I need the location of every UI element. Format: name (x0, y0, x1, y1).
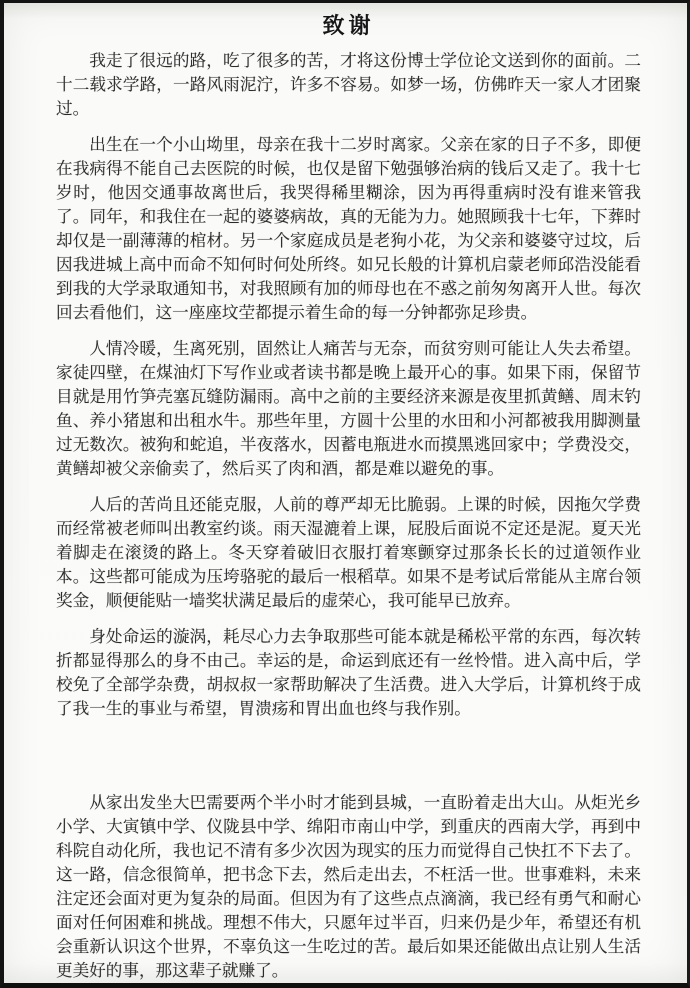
paragraph-dignity: 人后的苦尚且还能克服，人前的尊严却无比脆弱。上课的时候，因拖欠学费而经常被老师叫出教室约谈。雨天湿漉着上课，屁股后面说不定还是泥。夏天光着脚走在滚烫的路上。冬天穿着破旧衣服打着寒颤穿过那条长长的过道领作业本。这些都可能成为压垮骆驼的最后一根稻草。如果不是考试后常能从主席台领奖金，顺便能贴一墙奖状满足最后的虚荣心，我可能早已放弃。 (56, 495, 641, 610)
paragraph-closing: 从家出发坐大巴需要两个半小时才能到县城，一直盼着走出大山。从炬光乡小学、大寅镇中学、仪陇县中学、绵阳市南山中学，到重庆的西南大学，再到中科院自动化所，我也记不清有多少次因为现实的压力而觉得自己快扛不下去了。这一路，信念很简单，把书念下去，然后走出去，不枉活一世。世事难料，未来注定还会面对更为复杂的局面。但因为有了这些点点滴滴，我已经有勇气和耐心面对任何困难和挑战。理想不伟大，只愿年过半百，归来仍是少年，希望还有机会重新认识这个世界，不辜负这一生吃过的苦。最后如果还能做出点让别人生活更美好的事，那这辈子就赚了。 (56, 793, 641, 980)
paragraph-fate: 身处命运的漩涡，耗尽心力去争取那些可能本就是稀松平常的东西，每次转折都显得那么的身不由己。幸运的是，命运到底还有一丝怜惜。进入高中后，学校免了全部学杂费，胡叔叔一家帮助解决了生活费。进入大学后，计算机终于成了我一生的事业与希望，胃溃疡和胃出血也终与我作别。 (56, 627, 641, 718)
page-title: 致谢 (322, 13, 375, 38)
paragraph-journey: 我走了很远的路，吃了很多的苦，才将这份博士学位论文送到你的面前。二十二载求学路，一路风雨泥泞，许多不容易。如梦一场，仿佛昨天一家人才团聚过。 (56, 51, 641, 118)
paragraph-family: 出生在一个小山坳里，母亲在我十二岁时离家。父亲在家的日子不多，即便在我病得不能自己去医院的时候，也仅是留下勉强够治病的钱后又走了。我十七岁时，他因交通事故离世后，我哭得稀里糊涂，因为再得重病时没有谁来管我了。同年，和我住在一起的婆婆病故，真的无能为力。她照顾我十七年，下葬时却仅是一副薄薄的棺材。另一个家庭成员是老狗小花，为父亲和婆婆守过坟，后因我进城上高中而命不知何时何处所终。如兄长般的计算机启蒙老师邱浩没能看到我的大学录取通知书，对我照顾有加的师母也在不惑之前匆匆离开人世。每次回去看他们，这一座座坟茔都提示着生命的每一分钟都弥足珍贵。 (56, 135, 641, 322)
acknowledgements-page (4, 3, 687, 983)
paragraph-poverty: 人情冷暖，生离死别，固然让人痛苦与无奈，而贫穷则可能让人失去希望。家徒四壁，在煤油灯下写作业或者读书都是晚上最开心的事。如果下雨，保留节目就是用竹笋壳塞瓦缝防漏雨。高中之前的主要经济来源是夜里抓黄鳝、周末钓鱼、养小猪崽和出租水牛。那些年里，方圆十公里的水田和小河都被我用脚测量过无数次。被狗和蛇追，半夜落水，因蓄电瓶进水而摸黑逃回家中；学费没交，黄鳝却被父亲偷卖了，然后买了肉和酒，都是难以避免的事。 (56, 339, 641, 478)
